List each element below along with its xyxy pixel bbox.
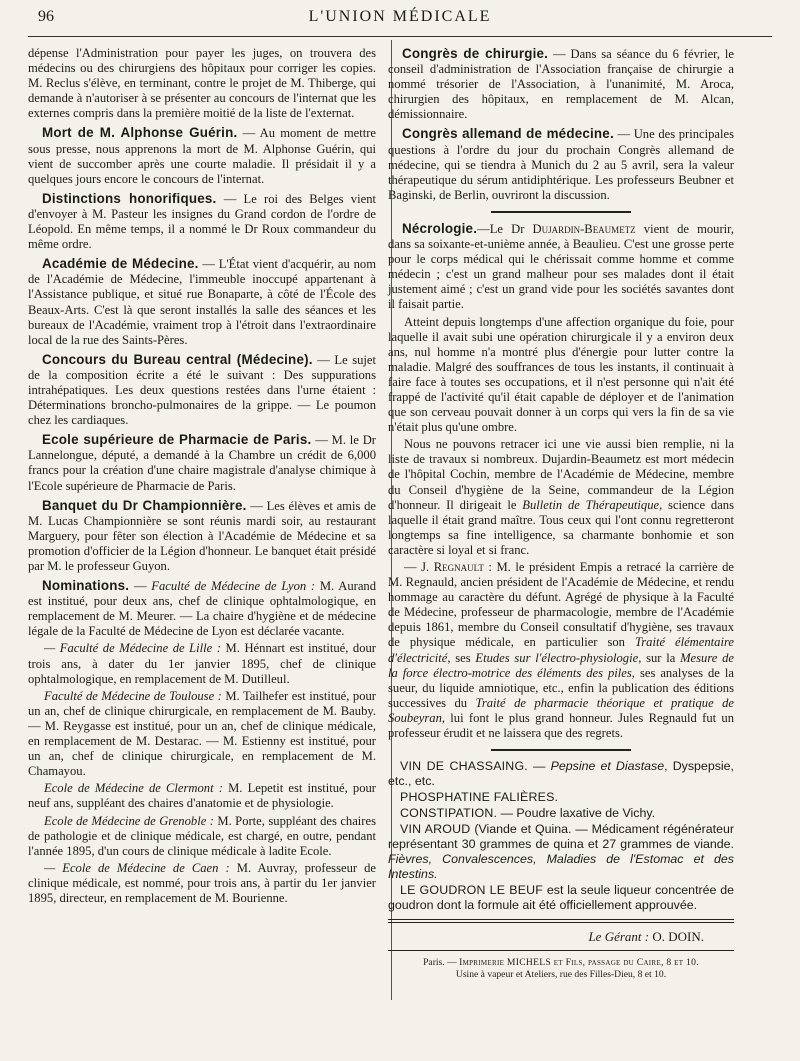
footer-rule — [388, 950, 734, 951]
nomination-lille — [28, 641, 376, 686]
printer-imprint — [388, 957, 734, 981]
left-column — [28, 46, 376, 908]
item-faculty: — Ecole de Médecine de Caen : — [44, 860, 230, 875]
work-title: Traité élémentaire d'électricité — [388, 635, 734, 665]
item-heading: Nominations. — [42, 578, 130, 594]
journal-title-ref: Bulletin de Thérapeutique — [522, 497, 660, 512]
page-number: 96 — [38, 8, 54, 25]
ad-chassaing — [388, 759, 734, 789]
nomination-toulouse — [28, 689, 376, 780]
gerant-name: O. DOIN. — [649, 929, 704, 945]
item-text: vient de mourir, dans sa soixante-et-unième année, à Beaulieu. C'est une grosse perte pour le corps médical qui le chérissait comme homme et comme médecin ; c'est un grand malheur pour ses malades dont il était justement aimé ; c'est un grand vide pour les sociétés savantes dont il faisait partie. — [388, 221, 734, 312]
ad-name: PHOSPHATINE FALIÈRES. — [400, 790, 559, 805]
ad-text: — — [527, 759, 551, 774]
item-faculty: — Faculté de Médecine de Lille : — [44, 641, 221, 656]
gerant-line — [388, 929, 704, 944]
work-title: Etudes sur l'électro-physiologie — [475, 650, 639, 665]
news-item-distinctions — [28, 191, 376, 252]
item-text: Nous ne pouvons retracer ici une vie aussi bien remplie, ni la liste de travaux si nombreux. Dujardin-Beaumetz est mort médecin de l'hôpital Cochin, membre de l'Académie de Médecine, membre du Conseil d'hygiène de la Seine, commandeur de la Légion d'honneur. Il dirigeait le — [388, 437, 734, 512]
necrologie-paragraph: Atteint depuis longtemps d'une affection organique du foie, pour laquelle il avait subi une opération chirurgicale il y a environ deux ans, nul homme n'a montré plus d'énergie pour lutter contre la maladie. Malgré des souffrances de tous les instants, il continuait à faire face à toutes ses occupations, et il n'est personne qui n'ait été frappé de l'activité qu'il était capable de déployer et de l'animation que son cerveau pouvait donner à un corps qui vers la fin de sa vie n'était plus qu'une ombre. — [388, 314, 734, 435]
work-title: Mesure de la force électro-motrice des éléments des piles — [388, 650, 734, 680]
nomination-clermont — [28, 781, 376, 811]
ad-text: est la seule liqueur concentrée de goudron dont la formule ait été officiellement approuvée. — [388, 883, 735, 913]
ad-name: LE GOUDRON LE BEUF — [400, 883, 544, 898]
item-text: M. Auvray, professeur de clinique médicale, est nommé, pour trois ans, à partir du 1er janvier 1895, directeur, en remplacement de M. Bourienne. — [28, 860, 376, 905]
item-heading: Mort de M. Alphonse Guérin. — [42, 125, 238, 141]
person-name: Dujardin-Beaumetz — [532, 221, 636, 236]
ad-phosphatine — [388, 790, 734, 805]
news-item-congres-allemand — [388, 126, 734, 202]
news-item-pharmacie — [28, 432, 376, 493]
item-heading: Distinctions honorifiques. — [42, 190, 217, 206]
news-item-guerin — [28, 125, 376, 186]
ad-name: CONSTIPATION. — [400, 806, 498, 821]
item-text: , sur la — [638, 650, 681, 665]
ad-text-italic: Pepsine et Diastase — [550, 759, 665, 774]
printer-line-2: Usine à vapeur et Ateliers, rue des Filles-Dieu, 8 et 10. — [455, 969, 667, 981]
item-text: — — [129, 579, 152, 594]
item-faculty: Faculté de Médecine de Toulouse : — [44, 688, 222, 703]
item-heading: Nécrologie. — [402, 220, 478, 236]
printer-line-1 — [388, 957, 734, 969]
item-text: — L'État vient d'acquérir, au nom de l'Académie de Médecine, l'immeuble inoccupé appartenant à l'Assistance publique, et situé rue Bonaparte, à côté de l'École des Beaux-Arts. C'est là que seront installés la salle des séances et les bureaux de l'Académie, vraiment trop à l'étroit dans l'extraordinaire local de la rue des Saints-Pères. — [28, 257, 376, 347]
item-text: — Le sujet de la composition écrite a été le suivant : Des suppurations intrahépatiques. Les deux questions restées dans l'urne étaient : Déterminations broncho-pulmonaires de la grippe. — Le poumon chez les cardiaques. — [28, 352, 376, 428]
item-text: — Le roi des Belges vient d'envoyer à M. Pasteur les insignes du Grand cordon de l'ordre de Léopold. En même temps, il a nommé le Dr Roux commandeur du même ordre. — [28, 191, 376, 252]
ad-goudron — [388, 883, 734, 913]
news-item-banquet — [28, 498, 376, 574]
work-title: Traité de pharmacie théorique et pratique de Soubeyran — [388, 695, 734, 725]
section-rule — [491, 749, 631, 751]
necrologie-paragraph — [388, 437, 734, 558]
item-text: : M. le président Empis a retracé la carrière de M. Regnauld, ancien président de l'Académie de Médecine, et rendu hommage au caractère du défunt. Agrégé de physique à la Faculté de Médecine, professeur de pharmacologie, membre de l'Académie depuis 1861, membre du Conseil consultatif d'hygiène, ses travaux de physique médicale, en particulier son — [388, 560, 734, 650]
ad-text: — Poudre laxative de Vichy. — [497, 806, 656, 821]
gerant-label: Le Gérant : — [588, 929, 650, 945]
double-rule — [388, 919, 734, 923]
item-text: , ses — [447, 650, 476, 665]
person-name: Regnault — [433, 560, 484, 574]
item-text: , lui font le plus grand honneur. Jules Regnauld fut un professeur érudit et ne laissera que des regrets. — [388, 710, 734, 741]
header-rule — [28, 36, 772, 37]
item-heading: Académie de Médecine. — [42, 256, 199, 272]
ad-text-italic: Fièvres, Convalescences, Maladies de l'Estomac et des Intestins. — [388, 852, 734, 882]
item-text: — J. — [404, 560, 434, 574]
nomination-caen — [28, 861, 376, 906]
item-text: M. Lepetit est institué, pour neuf ans, suppléant des chaires d'anatomie et de physiologie. — [28, 781, 376, 811]
ad-text: (Viande et Quina. — Médicament régénérateur représentant 30 grammes de quina et 27 grammes de viande. — [388, 822, 734, 852]
paragraph-continuation: dépense l'Administration pour payer les juges, on trouvera des médecins ou des chirurgiens des hôpitaux pour corriger les copies. M. Reclus s'élève, en terminant, contre le projet de M. Thiberge, qui demande à n'autoriser à se présenter au concours de l'internat que les externes compris dans la première moitié de la liste de l'externat. — [28, 46, 376, 121]
page-header — [28, 6, 772, 32]
item-heading: Congrès allemand de médecine. — [402, 126, 614, 142]
item-heading: Ecole supérieure de Pharmacie de Paris. — [42, 432, 312, 448]
ad-name: VIN DE CHASSAING. — [400, 759, 528, 774]
ad-vin-aroud — [388, 822, 734, 882]
printer-name: Imprimerie MICHELS et Fils, passage du Caire, 8 et 10. — [459, 957, 699, 969]
item-text: — M. le Dr Lannelongue, député, a demandé à la Chambre un crédit de 6,000 francs pour la création d'une chaire magistrale d'analyse chimique à l'Ecole supérieure de Pharmacie de Paris. — [28, 433, 376, 493]
news-item-academie — [28, 256, 376, 348]
advertisements — [388, 759, 734, 913]
item-text: — Les élèves et amis de M. Lucas Championnière se sont réunis mardi soir, au restaurant Marguery, pour fêter son élection à l'Académie de Médecine et sa promotion d'officier de la Légion d'honneur. Le banquet était présidé par M. le professeur Guyon. — [28, 498, 376, 573]
item-text: —Le Dr — [477, 221, 533, 236]
item-text: — Au moment de mettre sous presse, nous apprenons la mort de M. Alphonse Guérin, qui vient de succomber après une courte maladie. Il présidait il y a quelques jours encore le concours de l'internat. — [28, 126, 376, 186]
printer-city: Paris. — — [423, 957, 460, 969]
item-text: M. Tailhefer est institué, pour un an, chef de clinique chirurgicale, en remplacement de M. Bauby. — M. Reygasse est institué, pour un an, chef de clinique médicale, en remplacement de M. Destarac. — M. Estienny est institué, pour un an, chef de clinique chirurgicale, en remplacement de M. Chamayou. — [28, 688, 376, 779]
item-text: — Une des principales questions à l'ordre du jour du prochain Congrès allemand de médecine, qui se tiendra à Munich du 2 au 5 avril, sera la valeur thérapeutique du sérum antidiphtérique. Les professeurs Beubner et Baginski, de Berlin, ouvriront la discussion. — [388, 127, 734, 202]
ad-constipation — [388, 806, 734, 821]
item-heading: Congrès de chirurgie. — [402, 46, 549, 61]
necrologie-intro — [388, 221, 734, 313]
item-faculty: Ecole de Médecine de Clermont : — [44, 781, 223, 796]
journal-title: L'UNION MÉDICALE — [308, 8, 492, 25]
item-heading: Banquet du Dr Championnière. — [42, 497, 247, 513]
item-text: , ses analyses de la sueur, du liquide amniotique, etc., enfin la publication des éditions successives du — [388, 665, 734, 710]
ad-text: , Dyspepsie, etc., etc. — [388, 759, 734, 789]
item-faculty: Ecole de Médecine de Grenoble : — [44, 813, 214, 828]
news-item-nominations — [28, 578, 376, 639]
item-text: M. Porte, suppléant des chaires de pathologie et de clinique médicale, est chargé, en outre, pendant l'année 1895, d'un cours de clinique médicale à ladite Ecole. — [28, 813, 376, 858]
ad-name: VIN AROUD — [400, 822, 471, 837]
necrologie-regnault — [388, 560, 734, 741]
news-item-congres-chirurgie — [388, 46, 734, 122]
item-heading: Concours du Bureau central (Médecine). — [42, 351, 313, 367]
item-text: M. Hénnart est institué, dour trois ans, à dater du 1er janvier 1895, chef de clinique ophtalmologique, en remplacement de M. Dutilleul. — [28, 641, 376, 686]
right-column — [388, 46, 734, 981]
section-rule — [491, 211, 631, 213]
item-text: M. Aurand est institué, pour deux ans, chef de clinique ophtalmologique, en remplacement de M. Meurer. — La chaire d'hygiène et de médecine légale de la Faculté de Médecine de Lyon est déclarée vacante. — [28, 579, 377, 639]
item-text: — Dans sa séance du 6 février, le conseil d'administration de l'Association française de chirurgie a nommé trésorier de l'Association, à l'unanimité, M. Aroca, chirurgien des hôpitaux, en remplacement de M. Alcan, démissionnaire. — [388, 47, 734, 122]
news-item-bureau-central — [28, 352, 376, 428]
item-faculty: Faculté de Médecine de Lyon : — [151, 579, 316, 594]
nomination-grenoble — [28, 814, 376, 859]
item-text: , science dans laquelle il était grand maître. Tous ceux qui l'ont connu regretteront longtemps sa fine intelligence, sa charmante bonhomie et son caractère si loyal et si franc. — [388, 497, 734, 557]
